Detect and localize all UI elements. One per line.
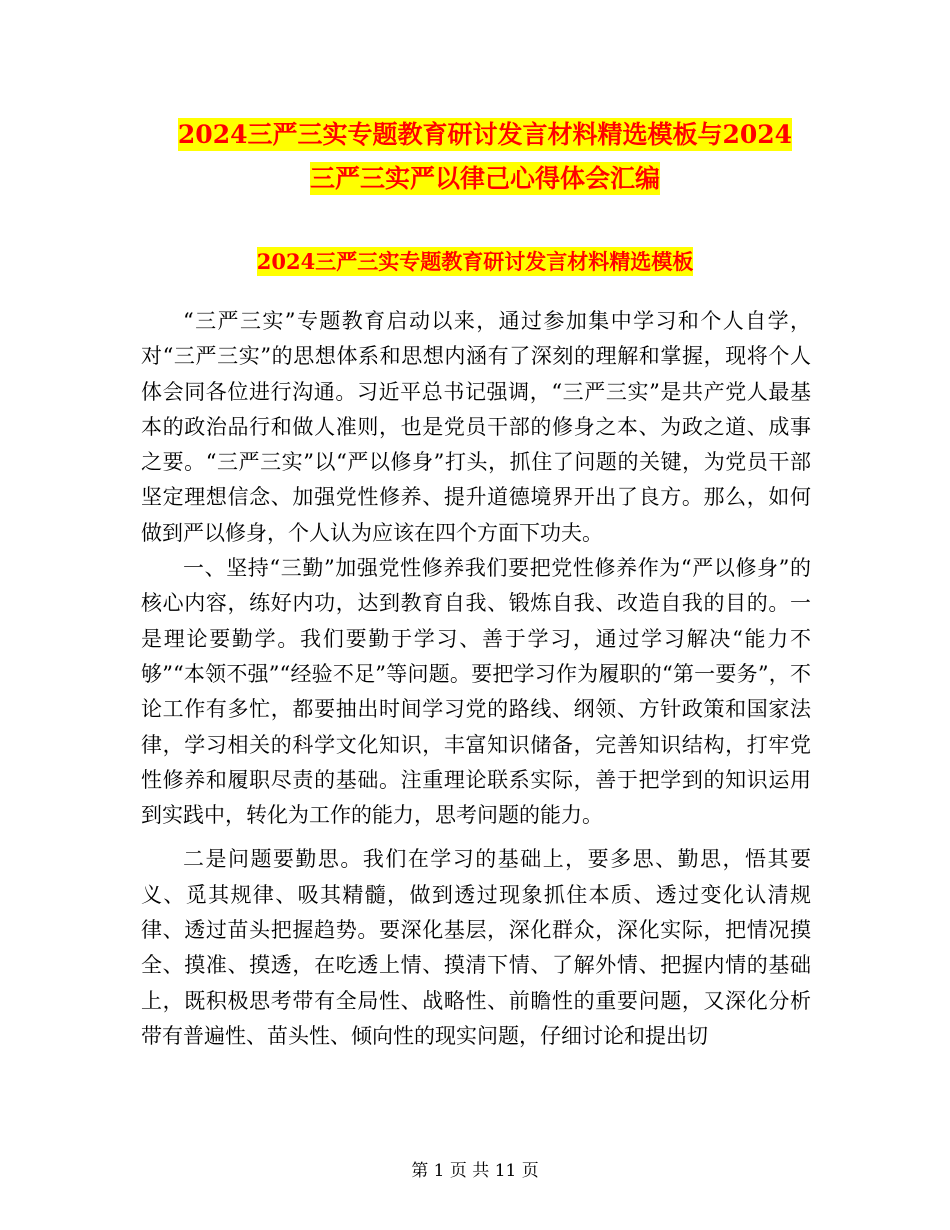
document-title-line-2: 三严三实严以律己心得体会汇编 xyxy=(309,164,660,193)
document-body xyxy=(141,304,811,1054)
document-title-line-1: 2024三严三实专题教育研讨发言材料精选模板与2024 xyxy=(177,120,793,149)
section-title xyxy=(140,244,810,280)
body-paragraph-2: 一、坚持“三勤”加强党性修养我们要把党性修养作为“严以修身”的核心内容，练好内功，达到教育自我、锻炼自我、改造自我的目的。一是理论要勤学。我们要勤于学习、善于学习，通过学习解决“能力不够”“本领不强”“经验不足”等问题。要把学习作为履职的“第一要务”，不论工作有多忙，都要抽出时间学习党的路线、纲领、方针政策和国家法律，学习相关的科学文化知识，丰富知识储备，完善知识结构，打牢党性修养和履职尽责的基础。注重理论联系实际，善于把学到的知识运用到实践中，转化为工作的能力，思考问题的能力。 xyxy=(141,556,811,828)
body-paragraph-3: 二是问题要勤思。我们在学习的基础上，要多思、勤思，悟其要义、觅其规律、吸其精髓，做到透过现象抓住本质、透过变化认清规律、透过苗头把握趋势。要深化基层，深化群众，深化实际，把情况摸全、摸准、摸透，在吃透上情、摸清下情、了解外情、把握内情的基础上，既积极思考带有全局性、战略性、前瞻性的重要问题，又深化分析带有普遍性、苗头性、倾向性的现实问题，仔细讨论和提出切 xyxy=(141,847,811,1048)
document-title xyxy=(140,113,830,201)
body-paragraph-1: “三严三实”专题教育启动以来，通过参加集中学习和个人自学，对“三严三实”的思想体系和思想内涵有了深刻的理解和掌握，现将个人体会同各位进行沟通。习近平总书记强调，“三严三实”是共产党人最基本的政治品行和做人准则，也是党员干部的修身之本、为政之道、成事之要。“三严三实”以“严以修身”打头，抓住了问题的关键，为党员干部坚定理想信念、加强党性修养、提升道德境界开出了良方。那么，如何做到严以修身，个人认为应该在四个方面下功夫。 xyxy=(141,309,811,545)
page-footer: 第 1 页 共 11 页 xyxy=(411,1161,539,1181)
section-title-text: 2024三严三实专题教育研讨发言材料精选模板 xyxy=(256,249,694,274)
